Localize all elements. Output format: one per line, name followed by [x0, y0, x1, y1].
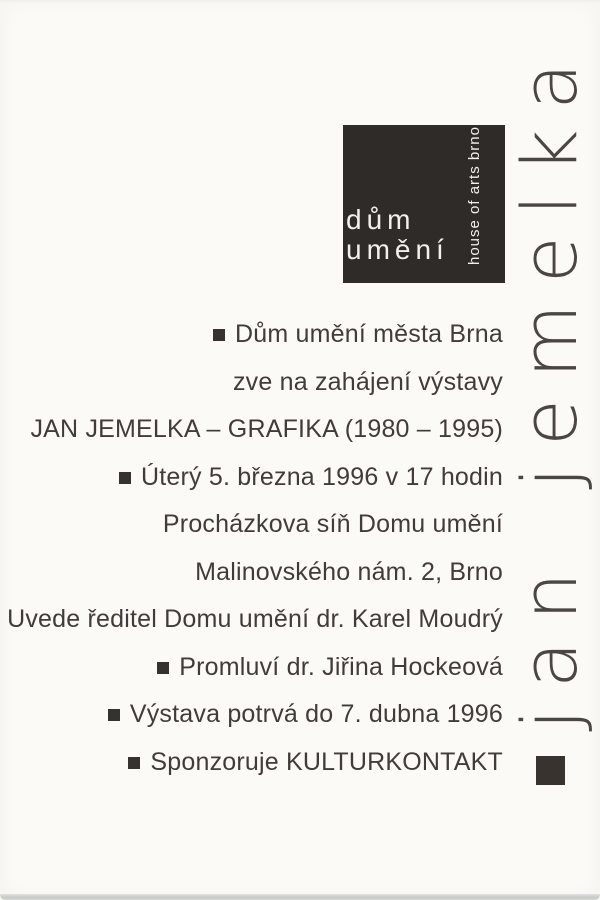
bullet-square-icon: [213, 329, 225, 341]
bullet-square-icon: [108, 709, 120, 721]
invitation-line: [0, 644, 503, 692]
invitation-line: [0, 406, 503, 454]
artist-name-vertical: [505, 41, 594, 785]
invitation-lines: [0, 311, 503, 786]
invitation-line: [0, 596, 503, 644]
bullet-square-icon: [128, 757, 140, 769]
logo-line-2: umění: [346, 234, 449, 265]
invitation-line: [0, 501, 503, 549]
bullet-square-icon: [157, 662, 169, 674]
invitation-line-text: Dům umění města Brna: [235, 320, 503, 348]
invitation-line: [0, 691, 503, 739]
invitation-line: [0, 359, 503, 407]
logo-vertical-label: house of arts brno: [466, 126, 483, 265]
invitation-line: [0, 311, 503, 359]
scan-edge-top: [0, 0, 600, 3]
invitation-line-text: Uvede ředitel Domu umění dr. Karel Moudrý: [7, 605, 503, 633]
invitation-line-text: Úterý 5. března 1996 v 17 hodin: [141, 462, 503, 491]
bullet-square-icon: [119, 472, 131, 484]
logo-line-1: dům: [346, 204, 416, 235]
invitation-line: [0, 454, 503, 502]
invitation-line-text: Promluví dr. Jiřina Hockeová: [179, 652, 503, 681]
invitation-line-text: JAN JEMELKA – GRAFIKA (1980 – 1995): [30, 415, 503, 443]
invitation-line: [0, 739, 503, 787]
artist-name: jan jemelka: [505, 41, 594, 730]
invitation-line-text: Procházkova síň Domu umění: [162, 510, 503, 538]
invitation-line: [0, 549, 503, 597]
invitation-line-text: Malinovského nám. 2, Brno: [195, 557, 503, 586]
dum-umeni-logo: [343, 125, 505, 283]
invitation-line-text: Výstava potrvá do 7. dubna 1996: [129, 700, 503, 728]
logo-wordmark: [346, 205, 449, 265]
scan-edge-bottom: [0, 894, 600, 900]
invitation-line-text: Sponzoruje KULTURKONTAKT: [150, 747, 503, 776]
invitation-line-text: zve na zahájení výstavy: [232, 367, 503, 396]
bullet-square-icon: [536, 756, 565, 785]
